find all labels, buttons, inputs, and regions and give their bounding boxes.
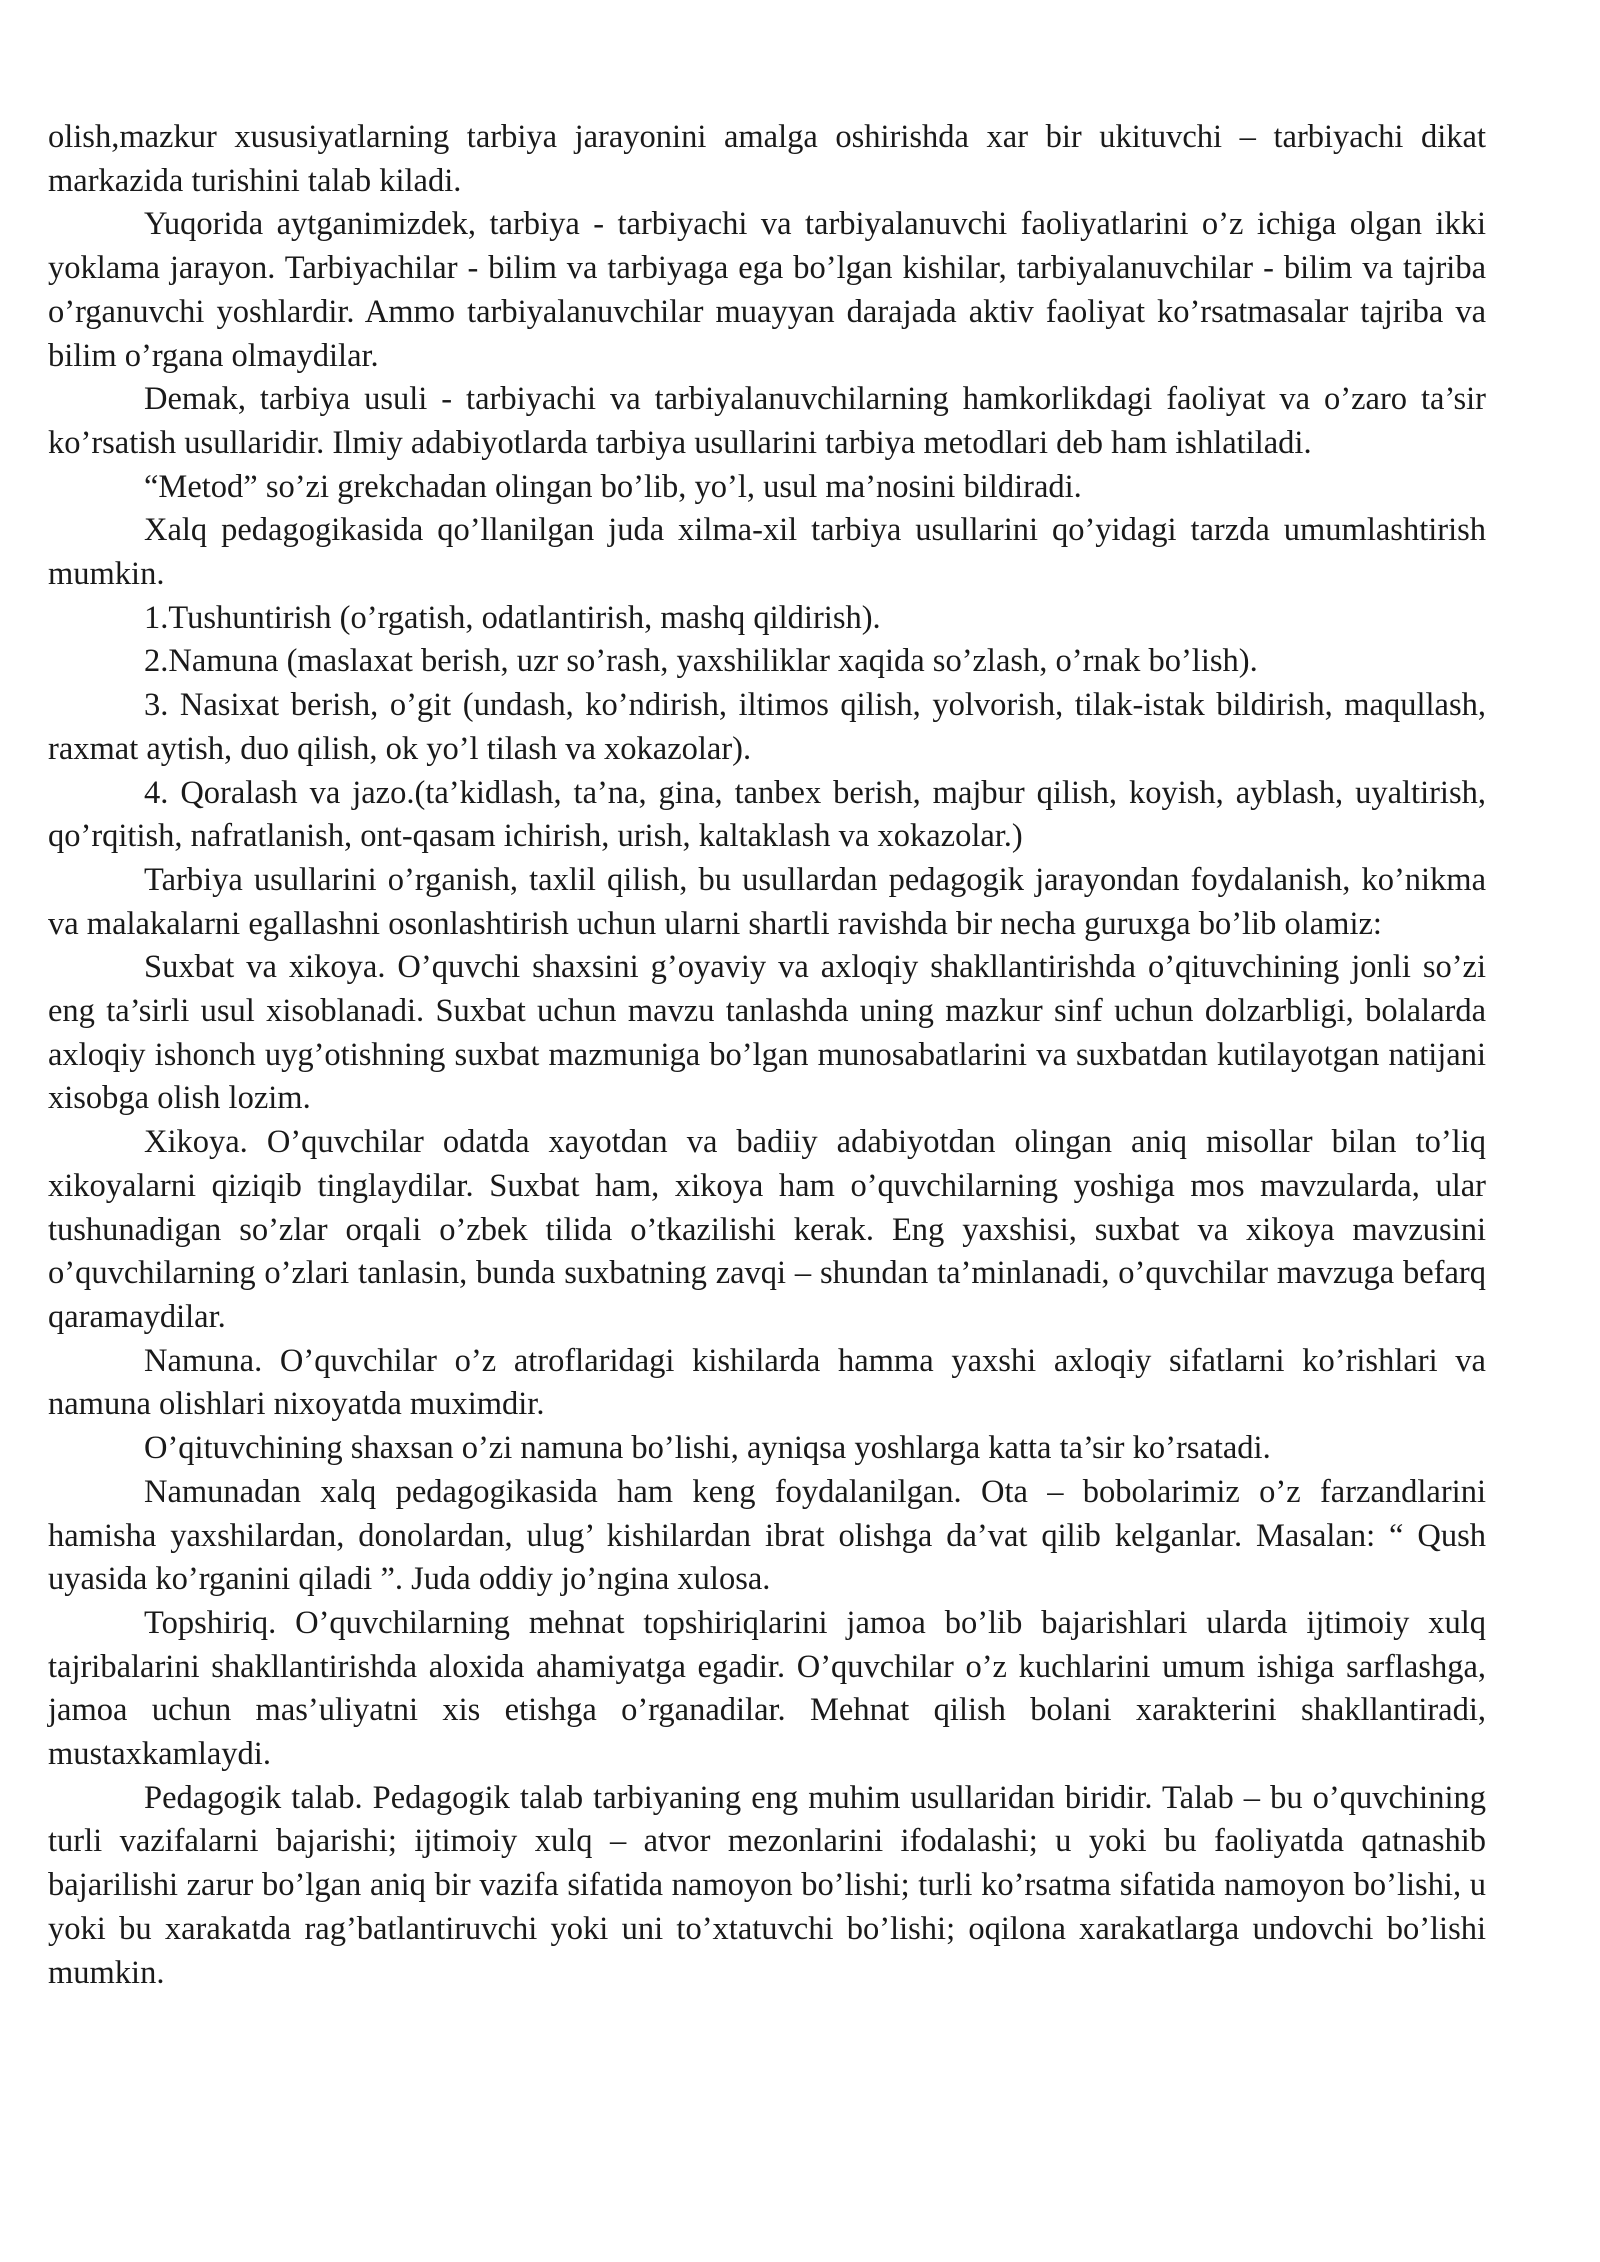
- paragraph-grouping: Tarbiya usullarini o’rganish, taxlil qilish, bu usullardan pedagogik jarayondan foydalanish, ko’nikma va malakalarni egallashni osonlashtirish uchun ularni shartli ravishda bir necha guruxga bo’lib olamiz:: [48, 861, 1486, 942]
- paragraph-metod-etymology: “Metod” so’zi grekchadan olingan bo’lib, yo’l, usul ma’nosini bildiradi.: [144, 468, 1082, 505]
- paragraph-two-sided-process: Yuqorida aytganimizdek, tarbiya - tarbiyachi va tarbiyalanuvchi faoliyatlarini o’z ichiga olgan ikki yoklama jarayon. Tarbiyachilar - bilim va tarbiyaga ega bo’lgan kishilar, tarbiyalanuvchilar - bilim va tajriba o’rganuvchi yoshlardir. Ammo tarbiyalanuvchilar muayyan darajada aktiv faoliyat ko’rsatmasalar tajriba va bilim o’rgana olmaydilar.: [48, 206, 1486, 374]
- list-item-2: 2.Namuna (maslaxat berish, uzr so’rash, yaxshiliklar xaqida so’zlash, o’rnak bo’lish).: [144, 643, 1258, 680]
- paragraph-folk-example: Namunadan xalq pedagogikasida ham keng foydalanilgan. Ota – bobolarimiz o’z farzandlarini hamisha yaxshilardan, donolardan, ulug’ kishilardan ibrat olishga da’vat qilib kelganlar. Masalan: “ Qush uyasida ko’rganini qiladi ”. Juda oddiy jo’ngina xulosa.: [48, 1473, 1486, 1598]
- paragraph-folk-pedagogy-intro: Xalq pedagogikasida qo’llanilgan juda xilma-xil tarbiya usullarini qo’yidagi tarzda umumlashtirish mumkin.: [48, 512, 1486, 593]
- paragraph-assignment: Topshiriq. O’quvchilarning mehnat topshiriqlarini jamoa bo’lib bajarishlari ularda ijtimoiy xulq tajribalarini shakllantirishda aloxida ahamiyatga egadir. O’quvchilar o’z kuchlarini umum ishiga sarflashga, jamoa uchun mas’uliyatni xis etishga o’rganadilar. Mehnat qilish bolani xarakterini shakllantiradi, mustaxkamlaydi.: [48, 1604, 1486, 1773]
- paragraph-example: Namuna. O’quvchilar o’z atroflaridagi kishilarda hamma yaxshi axloqiy sifatlarni ko’rishlari va namuna olishlari nixoyatda muximdir.: [48, 1342, 1486, 1423]
- paragraph-pedagogical-demand: Pedagogik talab. Pedagogik talab tarbiyaning eng muhim usullaridan biridir. Talab – bu o’quvchining turli vazifalarni bajarishi; ijtimoiy xulq – atvor mezonlarini ifodalashi; u yoki bu faoliyatda qatnashib bajarilishi zarur bo’lgan aniq bir vazifa sifatida namoyon bo’lishi; turli ko’rsatma sifatida namoyon bo’lishi, u yoki bu xarakatda rag’batlantiruvchi yoki uni to’xtatuvchi bo’lishi; oqilona xarakatlarga undovchi bo’lishi mumkin.: [48, 1779, 1486, 1991]
- list-item-3: 3. Nasixat berish, o’git (undash, ko’ndirish, iltimos qilish, yolvorish, tilak-istak bildirish, maqullash, raxmat aytish, duo qilish, ok yo’l tilash va xokazolar).: [48, 687, 1486, 767]
- paragraph-method-definition: Demak, tarbiya usuli - tarbiyachi va tarbiyalanuvchilarning hamkorlikdagi faoliyat va o’zaro ta’sir ko’rsatish usullaridir. Ilmiy adabiyotlarda tarbiya usullarini tarbiya metodlari deb ham ishlatiladi.: [48, 381, 1486, 461]
- paragraph-continuation: olish,mazkur xususiyatlarning tarbiya jarayonini amalga oshirishda xar bir ukituvchi – tarbiyachi dikat markazida turishini talab kiladi.: [48, 119, 1486, 199]
- paragraph-conversation: Suxbat va xikoya. O’quvchi shaxsini g’oyaviy va axloqiy shakllantirishda o’qituvchining jonli so’zi eng ta’sirli usul xisoblanadi. Suxbat uchun mavzu tanlashda uning mazkur sinf uchun dolzarbligi, bolalarda axloqiy ishonch uyg’otishning suxbat mazmuniga bo’lgan munosabatlarini va suxbatdan kutilayotgan natijani xisobga olish lozim.: [48, 949, 1486, 1117]
- list-item-1: 1.Tushuntirish (o’rgatish, odatlantirish, mashq qildirish).: [144, 599, 881, 636]
- document-page: [48, 116, 1486, 1995]
- paragraph-story: Xikoya. O’quvchilar odatda xayotdan va badiiy adabiyotdan olingan aniq misollar bilan to’liq xikoyalarni qiziqib tinglaydilar. Suxbat ham, xikoya ham o’quvchilarning yoshiga mos mavzularda, ular tushunadigan so’zlar orqali o’zbek tilida o’tkazilishi kerak. Eng yaxshisi, suxbat va xikoya mavzusini o’quvchilarning o’zlari tanlasin, bunda suxbatning zavqi – shundan ta’minlanadi, o’quvchilar mavzuga befarq qaramaydilar.: [48, 1124, 1486, 1335]
- list-item-4: 4. Qoralash va jazo.(ta’kidlash, ta’na, gina, tanbex berish, majbur qilish, koyish, ayblash, uyaltirish, qo’rqitish, nafratlanish, ont-qasam ichirish, urish, kaltaklash va xokazolar.): [48, 774, 1486, 855]
- paragraph-teacher-example: O’qituvchining shaxsan o’zi namuna bo’lishi, ayniqsa yoshlarga katta ta’sir ko’rsatadi.: [144, 1430, 1271, 1467]
